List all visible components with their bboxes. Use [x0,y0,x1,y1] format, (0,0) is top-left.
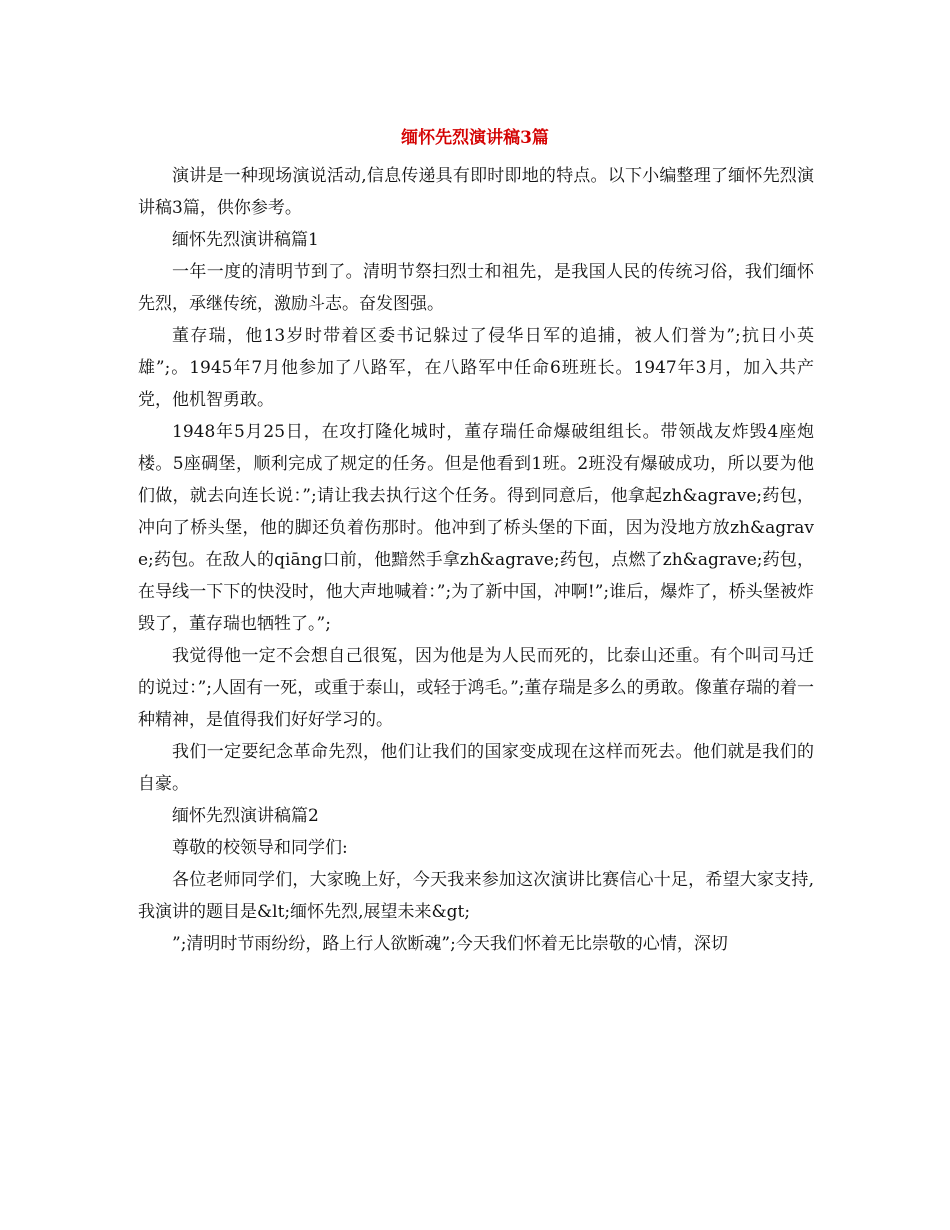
paragraph-intro: 演讲是一种现场演说活动,信息传递具有即时即地的特点。以下小编整理了缅怀先烈演讲稿3篇，供你参考。 [138,166,814,218]
paragraph: 董存瑞，他13岁时带着区委书记躲过了侵华日军的追捕，被人们誉为”;抗日小英雄”;。1945年7月他参加了八路军，在八路军中任命6班班长。1947年3月，加入共产党，他机智勇敢。 [138,326,814,410]
paragraph: 1948年5月25日，在攻打隆化城时，董存瑞任命爆破组组长。带领战友炸毁4座炮楼。5座碉堡，顺利完成了规定的任务。但是他看到1班。2班没有爆破成功，所以要为他们做，就去向连长说：”;请让我去执行这个任务。得到同意后，他拿起zh&agrave;药包，冲向了桥头堡，他的脚还负着伤那时。他冲到了桥头堡的下面，因为没地方放zh&agrave;药包。在敌人的qiāng口前，他黯然手拿zh&agrave;药包，点燃了zh&agrave;药包，在导线一下下的快没时，他大声地喊着：”;为了新中国，冲啊!”;谁后，爆炸了，桥头堡被炸毁了，董存瑞也牺牲了。”; [138,422,814,634]
paragraph: 一年一度的清明节到了。清明节祭扫烈士和祖先，是我国人民的传统习俗，我们缅怀先烈，承继传统，激励斗志。奋发图强。 [138,262,814,314]
salutation: 尊敬的校领导和同学们: [172,838,348,858]
document-body [138,160,814,960]
document-title: 缅怀先烈演讲稿3篇 [401,128,549,148]
paragraph: 我们一定要纪念革命先烈，他们让我们的国家变成现在这样而死去。他们就是我们的自豪。 [138,742,814,794]
section-heading-2: 缅怀先烈演讲稿篇2 [172,806,319,826]
section-heading-1: 缅怀先烈演讲稿篇1 [172,230,319,250]
paragraph: 我觉得他一定不会想自己很冤，因为他是为人民而死的，比泰山还重。有个叫司马迁的说过：”;人固有一死，或重于泰山，或轻于鸿毛。”;董存瑞是多么的勇敢。像董存瑞的着一种精神，是值得我们好好学习的。 [138,646,814,730]
paragraph: ”;清明时节雨纷纷，路上行人欲断魂”;今天我们怀着无比崇敬的心情，深切 [172,934,728,954]
paragraph: 各位老师同学们，大家晚上好，今天我来参加这次演讲比赛信心十足，希望大家支持,我演讲的题目是&lt;缅怀先烈,展望未来&gt; [138,870,814,922]
